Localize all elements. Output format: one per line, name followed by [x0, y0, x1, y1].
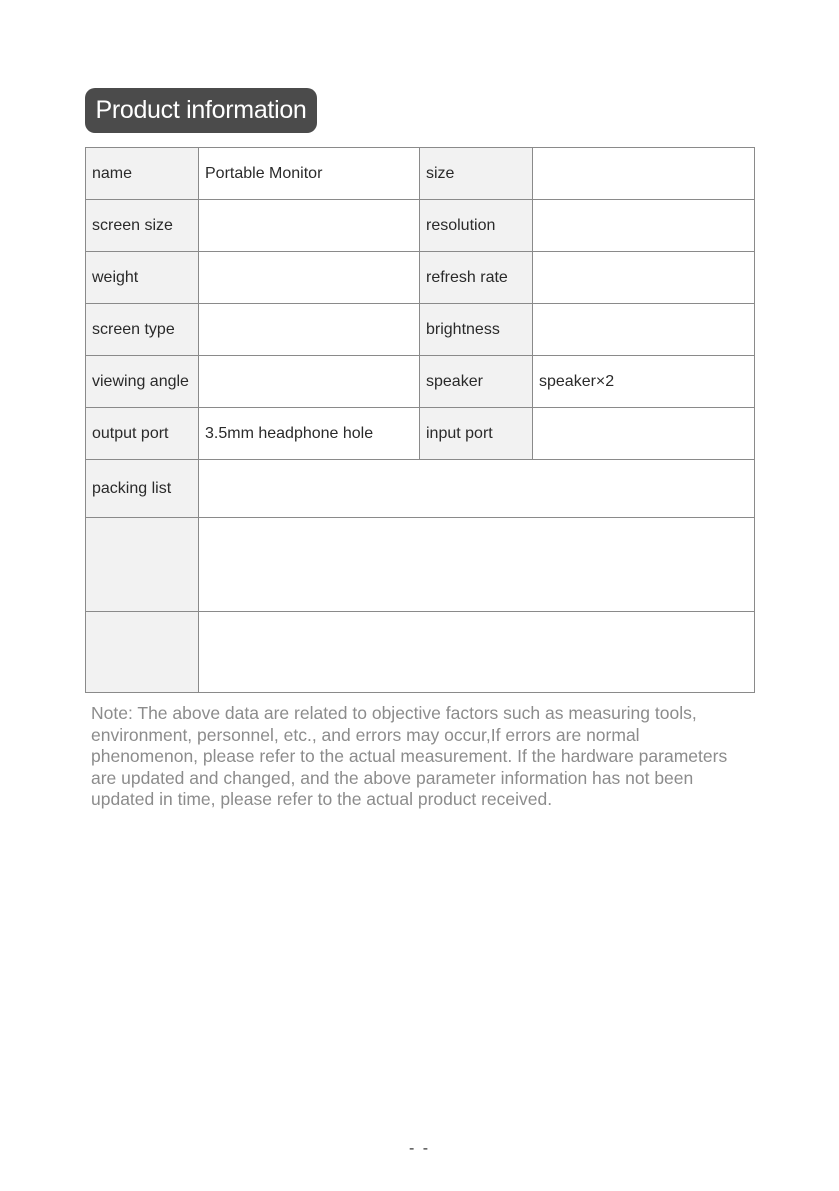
output-port-value: 3.5mm headphone hole: [199, 408, 420, 460]
packing-list-value: [199, 460, 755, 518]
section-title: Product information: [85, 88, 317, 133]
speaker-label: speaker: [420, 356, 533, 408]
name-value: Portable Monitor: [199, 148, 420, 200]
screen-type-value: [199, 304, 420, 356]
name-label: name: [86, 148, 199, 200]
brightness-value: [533, 304, 755, 356]
resolution-label: resolution: [420, 200, 533, 252]
viewing-angle-label: viewing angle: [86, 356, 199, 408]
table-row: [86, 356, 755, 408]
table-row: [86, 148, 755, 200]
size-label: size: [420, 148, 533, 200]
table-row: [86, 460, 755, 518]
screen-size-value: [199, 200, 420, 252]
table-row: [86, 304, 755, 356]
empty-label-cell: [86, 612, 199, 693]
brightness-label: brightness: [420, 304, 533, 356]
weight-label: weight: [86, 252, 199, 304]
disclaimer-note: Note: The above data are related to objective factors such as measuring tools, environment, personnel, etc., and errors may occur,If errors are normal phenomenon, please refer to the actual measurement. If the hardware parameters are updated and changed, and the above parameter information has not been updated in time, please refer to the actual product received.: [91, 703, 728, 810]
speaker-value: speaker×2: [533, 356, 755, 408]
empty-label-cell: [86, 518, 199, 612]
page-number: - -: [408, 1140, 431, 1157]
size-value: [533, 148, 755, 200]
table-row: [86, 518, 755, 612]
viewing-angle-value: [199, 356, 420, 408]
packing-list-label: packing list: [86, 460, 199, 518]
weight-value: [199, 252, 420, 304]
refresh-rate-label: refresh rate: [420, 252, 533, 304]
refresh-rate-value: [533, 252, 755, 304]
table-row: [86, 408, 755, 460]
output-port-label: output port: [86, 408, 199, 460]
empty-value-cell: [199, 612, 755, 693]
table-row: [86, 612, 755, 693]
input-port-value: [533, 408, 755, 460]
resolution-value: [533, 200, 755, 252]
screen-type-label: screen type: [86, 304, 199, 356]
table-row: [86, 200, 755, 252]
input-port-label: input port: [420, 408, 533, 460]
table-row: [86, 252, 755, 304]
empty-value-cell: [199, 518, 755, 612]
screen-size-label: screen size: [86, 200, 199, 252]
product-spec-table: [85, 147, 755, 693]
